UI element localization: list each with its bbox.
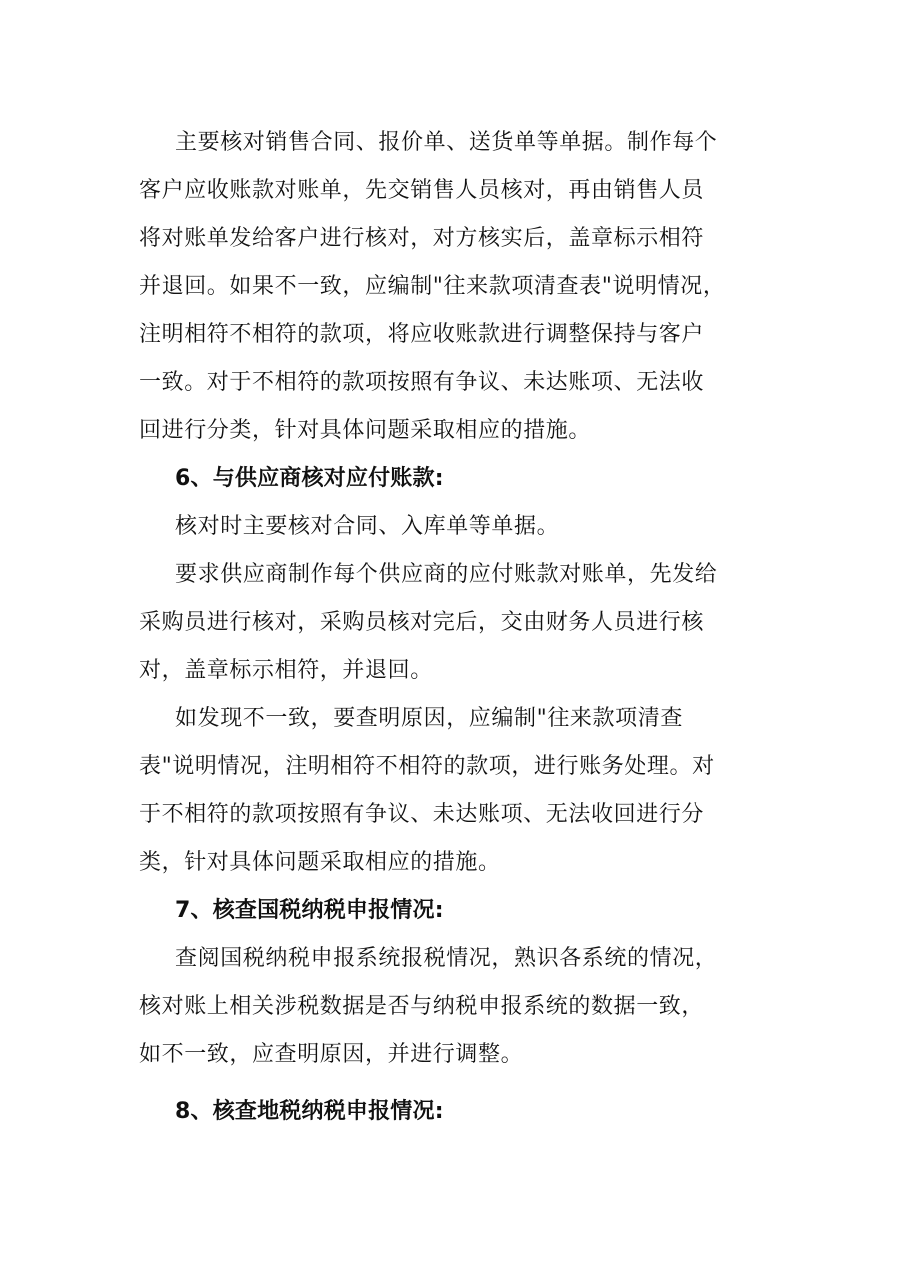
section-heading-7: 7、核查国税纳税申报情况:: [175, 898, 444, 923]
paragraph-line: 一致。对于不相符的款项按照有争议、未达账项、无法收: [139, 370, 705, 395]
section-heading-6: 6、与供应商核对应付账款:: [175, 466, 444, 491]
paragraph-line: 核对账上相关涉税数据是否与纳税申报系统的数据一致，: [139, 994, 705, 1019]
paragraph-line: 将对账单发给客户进行核对，对方核实后，盖章标示相符: [139, 226, 705, 251]
paragraph-line: 表"说明情况，注明相符不相符的款项，进行账务处理。对: [139, 754, 715, 779]
paragraph-line: 并退回。如果不一致，应编制"往来款项清查表"说明情况，: [139, 274, 726, 299]
section-heading-8: 8、核查地税纳税申报情况:: [175, 1099, 444, 1124]
paragraph-line: 核对时主要核对合同、入库单等单据。: [175, 514, 560, 539]
paragraph-line: 查阅国税纳税申报系统报税情况，熟识各系统的情况，: [175, 946, 718, 971]
paragraph-line: 采购员进行核对，采购员核对完后，交由财务人员进行核: [139, 610, 705, 635]
paragraph-line: 客户应收账款对账单，先交销售人员核对，再由销售人员: [139, 178, 705, 203]
paragraph-line: 如不一致，应查明原因，并进行调整。: [139, 1042, 524, 1067]
paragraph-line: 类，针对具体问题采取相应的措施。: [139, 850, 501, 875]
paragraph-line: 对，盖章标示相符，并退回。: [139, 658, 433, 683]
paragraph-line: 回进行分类，针对具体问题采取相应的措施。: [139, 418, 592, 443]
paragraph-line: 于不相符的款项按照有争议、未达账项、无法收回进行分: [139, 802, 705, 827]
paragraph-line: 注明相符不相符的款项，将应收账款进行调整保持与客户: [139, 322, 705, 347]
paragraph-line: 如发现不一致，要查明原因，应编制"往来款项清查: [175, 706, 683, 731]
paragraph-line: 要求供应商制作每个供应商的应付账款对账单，先发给: [175, 562, 718, 587]
paragraph-line: 主要核对销售合同、报价单、送货单等单据。制作每个: [175, 130, 718, 155]
